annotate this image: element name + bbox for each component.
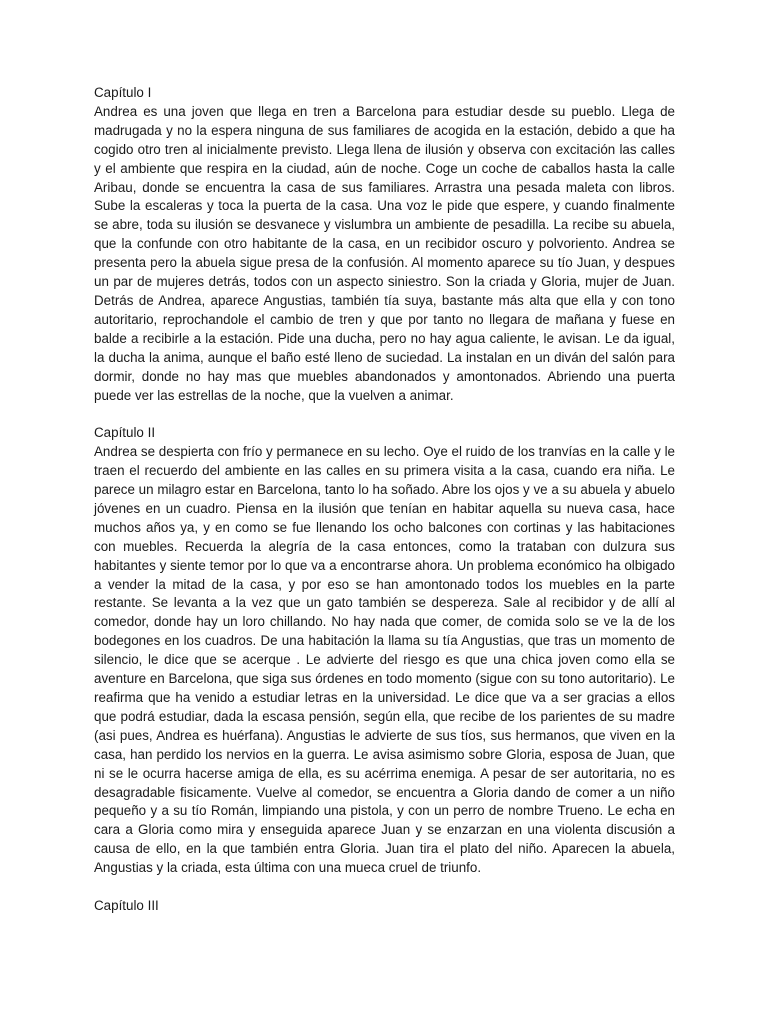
- chapter-heading: Capítulo I: [94, 85, 152, 100]
- chapter-3: [94, 897, 675, 916]
- document-page: [94, 84, 675, 935]
- chapter-1: [94, 84, 675, 405]
- chapter-heading: Capítulo III: [94, 897, 159, 913]
- chapter-heading: Capítulo II: [94, 425, 156, 441]
- chapter-2: [94, 424, 675, 878]
- chapter-body: Andrea es una joven que llega en tren a Barcelona para estudiar desde su pueblo. Llega de madrugada y no la espera ninguna de sus familiares de acogida en la estación, debido a que ha cogido otro tren al inicialmente previsto. Llega llena de ilusión y observa con excitación las calles y el ambiente que respira en la ciudad, aún de noche. Coge un coche de caballos hasta la calle Aribau, donde se encuentra la casa de sus familiares. Arrastra una pesada maleta con libros. Sube la escaleras y toca la puerta de la casa. Una voz le pide que espere, y cuando finalmente se abre, toda su ilusión se desvanece y vislumbra un ambiente de pesadilla. La recibe su abuela, que la confunde con otro habitante de la casa, en un recibidor oscuro y polvoriento. Andrea se presenta pero la abuela sigue presa de la confusión. Al momento aparece su tío Juan, y despues un par de mujeres detrás, todos con un aspecto siniestro. Son la criada y Gloria, mujer de Juan. Detrás de Andrea, aparece Angustias, también tía suya, bastante más alta que ella y con tono autoritario, reprochandole el cambio de tren y que por tanto no llegara de mañana y fuese en balde a recibirle a la estación. Pide una ducha, pero no hay agua caliente, le avisan. Le da igual, la ducha la anima, aunque el baño esté lleno de suciedad. La instalan en un diván del salón para dormir, donde no hay mas que muebles abandonados y amontonados. Abriendo una puerta puede ver las estrellas de la noche, que la vuelven a animar.: [94, 103, 675, 403]
- chapter-body: Andrea se despierta con frío y permanece en su lecho. Oye el ruido de los tranvías en la calle y le traen el recuerdo del ambiente en las calles en su primera visita a la casa, cuando era niña. Le parece un milagro estar en Barcelona, tanto lo ha soñado. Abre los ojos y ve a su abuela y abuelo jóvenes en un cuadro. Piensa en la ilusión que tenían en habitar aquella su nueva casa, hace muchos años ya, y en como se fue llenando los ocho balcones con cortinas y las habitaciones con muebles. Recuerda la alegría de la casa entonces, como la trataban con dulzura sus habitantes y siente temor por lo que va a encontrarse ahora. Un problema económico ha olbigado a vender la mitad de la casa, y por eso se han amontonado todos los muebles en la parte restante. Se levanta a la vez que un gato también se despereza. Sale al recibidor y de allí al comedor, donde hay un loro chillando. No hay nada que comer, de comida solo se ve la de los bodegones en los cuadros. De una habitación la llama su tía Angustias, que tras un momento de silencio, le dice que se acerque . Le advierte del riesgo es que una chica joven como ella se aventure en Barcelona, que siga sus órdenes en todo momento (sigue con su tono autoritario). Le reafirma que ha venido a estudiar letras en la universidad. Le dice que va a ser gracias a ellos que podrá estudiar, dada la escasa pensión, según ella, que recibe de los parientes de su madre (asi pues, Andrea es huérfana). Angustias le advierte de sus tíos, sus hermanos, que viven en la casa, han perdido los nervios en la guerra. Le avisa asimismo sobre Gloria, esposa de Juan, que ni se le ocurra hacerse amiga de ella, es su acérrima enemiga. A pesar de ser autoritaria, no es desagradable fisicamente. Vuelve al comedor, se encuentra a Gloria dando de comer a un niño pequeño y a su tío Román, limpiando una pistola, y con un perro de nombre Trueno. Le echa en cara a Gloria como mira y enseguida aparece Juan y se enzarzan en una violenta discusión a causa de ello, en la que también entra Gloria. Juan tira el plato del niño. Aparecen la abuela, Angustias y la criada, esta última con una mueca cruel de triunfo.: [94, 444, 675, 876]
